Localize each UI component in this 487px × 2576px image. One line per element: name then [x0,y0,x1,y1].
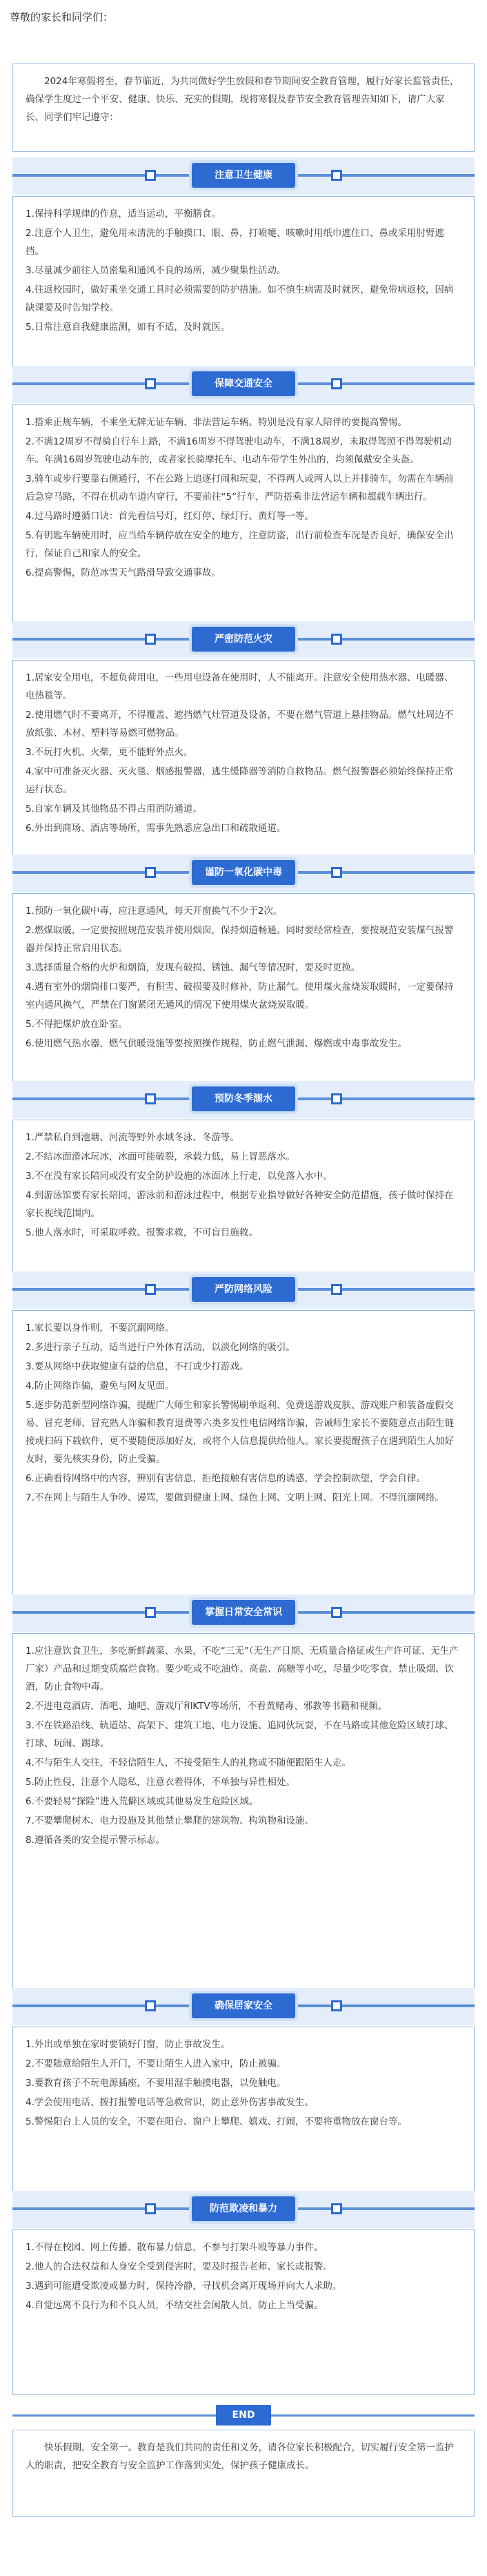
decor-square-icon [145,2000,156,2011]
section-item: 3.要教育孩子不玩电源插座，不要用湿手触摸电器，以免触电。 [26,2078,286,2089]
intro-section [12,64,475,152]
section-frame [12,1633,475,1998]
section-item: 1.严禁私自到池塘、河流等野外水域冬泳、冬游等。 [26,1132,239,1143]
decor-square-icon [145,2203,156,2214]
section-title: 保障交通安全 [192,371,295,396]
greeting: 尊敬的家长和同学们： [10,11,114,23]
section-item: 3.遇到可能遭受欺凌或暴力时，保持冷静，寻找机会离开现场并向大人求助。 [26,2281,342,2292]
intro-text: 2024年寒假将至，春节临近，为共同做好学生放假和春节期间安全教育管理，履行好家长监管责任，确保学生度过一个平安、健康、快乐、充实的假期，现将寒假及春节安全教育管理告知如下，请广大家长、同学们牢记遵守： [26,76,459,123]
section-body [12,1120,475,1281]
section-header [12,621,475,658]
section-item: 4.过马路时遵循口诀：首先看信号灯，红灯停、绿灯行、黄灯等一等。 [26,511,314,522]
section-title: 严防网络风险 [192,1277,295,1302]
section-header [12,1081,475,1118]
section-item: 4.自觉远离不良行为和不良人员，不结交社会闲散人员，防止上当受骗。 [26,2300,324,2311]
closing-text: 快乐假期，安全第一。教育是我们共同的责任和义务，请各位家长积极配合，切实履行安全第一监护人的职责，把安全教育与安全监护工作落到实处，保护孩子健康成长。 [26,2442,454,2471]
section-header [12,1271,475,1309]
section-frame [12,1120,475,1281]
section-body [12,404,475,632]
section-item: 5.有钥匙车辆使用时，应当给车辆停放在安全的地方，注意防盗，出行前检查车况是否良好，确保安全出行，保证自己和家人的安全。 [26,530,454,559]
section-frame [12,2027,475,2199]
section-item: 2.不进电竞酒店、酒吧、迪吧、游戏厅和KTV等场所，不看黄赌毒、邪教等书籍和视频。 [26,1701,388,1712]
section-item: 5.自家车辆及其他物品不得占用消防通道。 [26,803,202,814]
section-item: 2.他人的合法权益和人身安全受到侵害时，要及时报告老师、家长或报警。 [26,2261,332,2272]
section-item: 4.往返校园时，做好乘坐交通工具时必须需要的防护措施。如不慎生病需及时就医，避免带病返校，因病缺课要及时告知学校。 [26,284,454,313]
section-header [12,2191,475,2228]
decor-square-icon [145,867,156,878]
section-title: 确保居家安全 [192,1993,295,2018]
section-item: 2.使用燃气时不要离开，不得覆盖、遮挡燃气灶管道及设备，不要在燃气管道上悬挂物品。燃气灶周边不放纸张、木材、塑料等易燃可燃物品。 [26,710,454,739]
section-body [12,196,475,375]
section-item: 1.应注意饮食卫生，多吃新鲜蔬菜、水果，不吃“三无”（无生产日期、无质量合格证或生产许可证、无生产厂家）产品和过期变质腐烂食物。要少吃或不吃油炸、高盐、高糖等小吃，尽量少吃零食，禁止吸烟、饮酒，防止食物中毒。 [26,1646,459,1692]
section-frame [12,660,475,866]
section-item: 1.不得在校园、网上传播、散布暴力信息，不参与打架斗殴等暴力事件。 [26,2242,324,2253]
section-body [12,660,475,866]
decor-square-icon [331,170,342,181]
decor-square-icon [331,1607,342,1618]
section-frame [12,2229,475,2395]
section-item: 6.不要轻易“探险”进入荒僻区域或其他易发生危险区域。 [26,1796,259,1807]
section-title: 掌握日常安全常识 [192,1600,295,1625]
section-body [12,1633,475,1998]
section-body [12,2229,475,2395]
section-item: 6.提高警惕，防范冰雪天气路滑导致交通事故。 [26,567,221,578]
end-marker [12,2405,475,2428]
section-item: 4.到游泳馆要有家长陪同，游泳前和游泳过程中，根据专业指导做好各种安全防范措施，孩子做时保持在家长视线范围内。 [26,1190,454,1219]
section-item: 3.不玩打火机、火柴，更不能野外点火。 [26,747,193,758]
section-item: 2.多进行亲子互动，适当进行户外体育活动，以淡化网络的吸引。 [26,1342,295,1353]
section-item: 8.遵循各类的安全提示警示标志。 [26,1835,165,1846]
section-title: 防范欺凌和暴力 [192,2196,295,2221]
section-item: 2.燃煤取暖，一定要按照规范安装并使用烟囱，保持烟道畅通。同时要经常检查，要按规范安装煤气报警器并保持正常启用状态。 [26,925,454,954]
section-item: 5.防止性侵，注意个人隐私，注意衣着得体，不单独与异性相处。 [26,1777,295,1788]
closing-frame [12,2430,475,2517]
section-item: 7.不要攀爬树木、电力设施及其他禁止攀爬的建筑物、构筑物和设施。 [26,1815,314,1826]
section-body [12,893,475,1090]
decor-square-icon [331,1284,342,1295]
section-body [12,2027,475,2199]
section-header [12,1594,475,1632]
section-item: 3.不在没有家长陪同或没有安全防护设施的冰面冰上行走，以免落入水中。 [26,1171,332,1182]
section-header [12,1988,475,2025]
section-item: 5.日常注意自我健康监测，如有不适，及时就医。 [26,322,230,333]
closing-section [12,2430,475,2517]
section-item: 6.使用燃气热水器，燃气供暖设施等要按照操作规程，防止燃气泄漏、爆燃或中毒事故发生。 [26,1038,407,1049]
section-item: 5.不得把煤炉放在卧室。 [26,1019,128,1030]
decor-square-icon [331,2203,342,2214]
decor-square-icon [331,2000,342,2011]
decor-square-icon [331,378,342,389]
section-frame [12,893,475,1090]
section-item: 3.不在铁路沿线、轨道站、高架下、建筑工地、电力设施、追同伙玩耍，不在马路或其他危险区域打球、打球、玩闹、踢球。 [26,1720,454,1749]
section-item: 2.不满12周岁不得骑自行车上路，不满16周岁不得驾驶电动车，不满18周岁，未取得驾照不得驾驶机动车。年满16周岁驾驶电动车的，或者家长骑摩托车、电动车带学生外出的，均须佩戴安全头盔。 [26,436,452,465]
section-item: 6.外出到商场、酒店等场所，需事先熟悉应急出口和疏散通道。 [26,823,286,834]
section-body [12,1310,475,1604]
section-item: 2.不结冰面滑冰玩冰，冰面可能破裂，承载力低，易上冒恶落水。 [26,1151,295,1162]
section-item: 3.骑车或步行要靠右侧通行，不在公路上追逐打闹和玩耍，不得两人或两人以上并排骑车，勿需在车辆前后急穿马路，不得在机动车道内穿行，不要前往“5”行车，严防搭乘非法营运车辆和超载车辆出行。 [26,474,454,502]
section-item: 5.逐步防范新型网络诈骗，提醒广大师生和家长警惕刷单返利、免费送游戏皮肤、游戏账户和装备虚假交易、冒充老师、冒充熟人诈骗和教育退费等六类多发性电信网络诈骗，告诫师生家长不要随意点击陌生链接或扫码下载软件，更不要随便添加好友，或将个人信息提供给他人。家长要提醒孩子在遇到陌生人加好友时，要先核实身份，防止受骗。 [26,1400,454,1465]
decor-square-icon [331,634,342,645]
section-item: 4.防止网络诈骗，避免与网友见面。 [26,1380,175,1392]
section-item: 3.要从网络中获取健康有益的信息，不打或少打游戏。 [26,1361,249,1372]
decor-square-icon [145,378,156,389]
section-item: 5.他人落水时，可采取呼救、报警求救，不可盲目施救。 [26,1227,258,1238]
end-label: END [216,2405,271,2426]
section-frame [12,196,475,375]
section-title: 谨防一氧化碳中毒 [192,860,295,885]
decor-square-icon [331,867,342,878]
decor-square-icon [145,1607,156,1618]
section-item: 2.不要随意给陌生人开门，不要让陌生人进入家中，防止被骗。 [26,2058,286,2069]
section-title: 严密防范火灾 [192,627,295,652]
intro-frame [12,64,475,152]
decor-square-icon [145,1093,156,1104]
section-frame [12,404,475,632]
decor-square-icon [145,1284,156,1295]
section-item: 4.家中可准备灭火器、灭火毯、烟感报警器，逃生缓降器等消防自救物品。燃气报警器必须始终保持正常运行状态。 [26,766,454,795]
section-item: 1.搭乘正规车辆，不乘坐无牌无证车辆、非法营运车辆。特别是没有家人陪伴的要提高警惕。 [26,417,407,428]
section-header [12,366,475,403]
decor-square-icon [145,634,156,645]
section-header [12,157,475,195]
section-item: 1.居家安全用电，不超负荷用电，一些用电设备在使用时，人不能离开。注意安全使用热水器、电暖器、电热毯等。 [26,672,454,701]
section-item: 2.注意个人卫生，避免用未清洗的手触摸口、眼、鼻，打喷嚏、咳嗽时用纸巾遮住口、鼻或采用肘臂遮挡。 [26,228,444,257]
section-item: 3.选择质量合格的火炉和烟筒，发现有破损、锈蚀、漏气等情况时，要及时更换。 [26,962,361,973]
section-item: 1.家长要以身作则，不要沉溺网络。 [26,1323,175,1334]
section-header [12,855,475,892]
section-item: 4.学会使用电话、拨打报警电话等急救常识，防止意外伤害事故发生。 [26,2097,314,2108]
section-item: 6.正确看待网络中的内容，辨别有害信息，拒绝接触有害信息的诱惑，学会控制欲望，学会自律。 [26,1473,426,1484]
section-item: 4.遇有室外的烟筒排口要严，有积雪、破损要及时修补，防止漏气。使用煤火盆烧炭取暖时，一定要保持室内通风换气，严禁在门窗紧闭无通风的情况下使用煤火盆烧炭取暖。 [26,982,454,1011]
decor-square-icon [145,170,156,181]
section-title: 预防冬季溺水 [192,1086,295,1111]
section-item: 7.不在网上与陌生人争吵、谩骂，要做到健康上网、绿色上网、文明上网、阳光上网。不得沉溺网络。 [26,1492,444,1503]
section-title: 注意卫生健康 [192,163,295,188]
section-item: 5.警惕阳台上人员的安全，不要在阳台、窗户上攀爬、嬉戏、打闹，不要将重物放在窗台等。 [26,2116,407,2127]
section-item: 1.外出或单独在家时要锁好门窗，防止事故发生。 [26,2039,230,2050]
section-item: 4.不与陌生人交往，不轻信陌生人，不接受陌生人的礼物或不随便跟陌生人走。 [26,1757,351,1768]
section-frame [12,1310,475,1604]
section-item: 3.尽量减少前往人员密集和通风不良的场所，减少聚集性活动。 [26,265,286,276]
section-item: 1.保持科学规律的作息，适当运动，平衡膳食。 [26,208,221,219]
section-item: 1.预防一氧化碳中毒，应注意通风，每天开窗换气不少于2次。 [26,906,283,917]
decor-square-icon [331,1093,342,1104]
